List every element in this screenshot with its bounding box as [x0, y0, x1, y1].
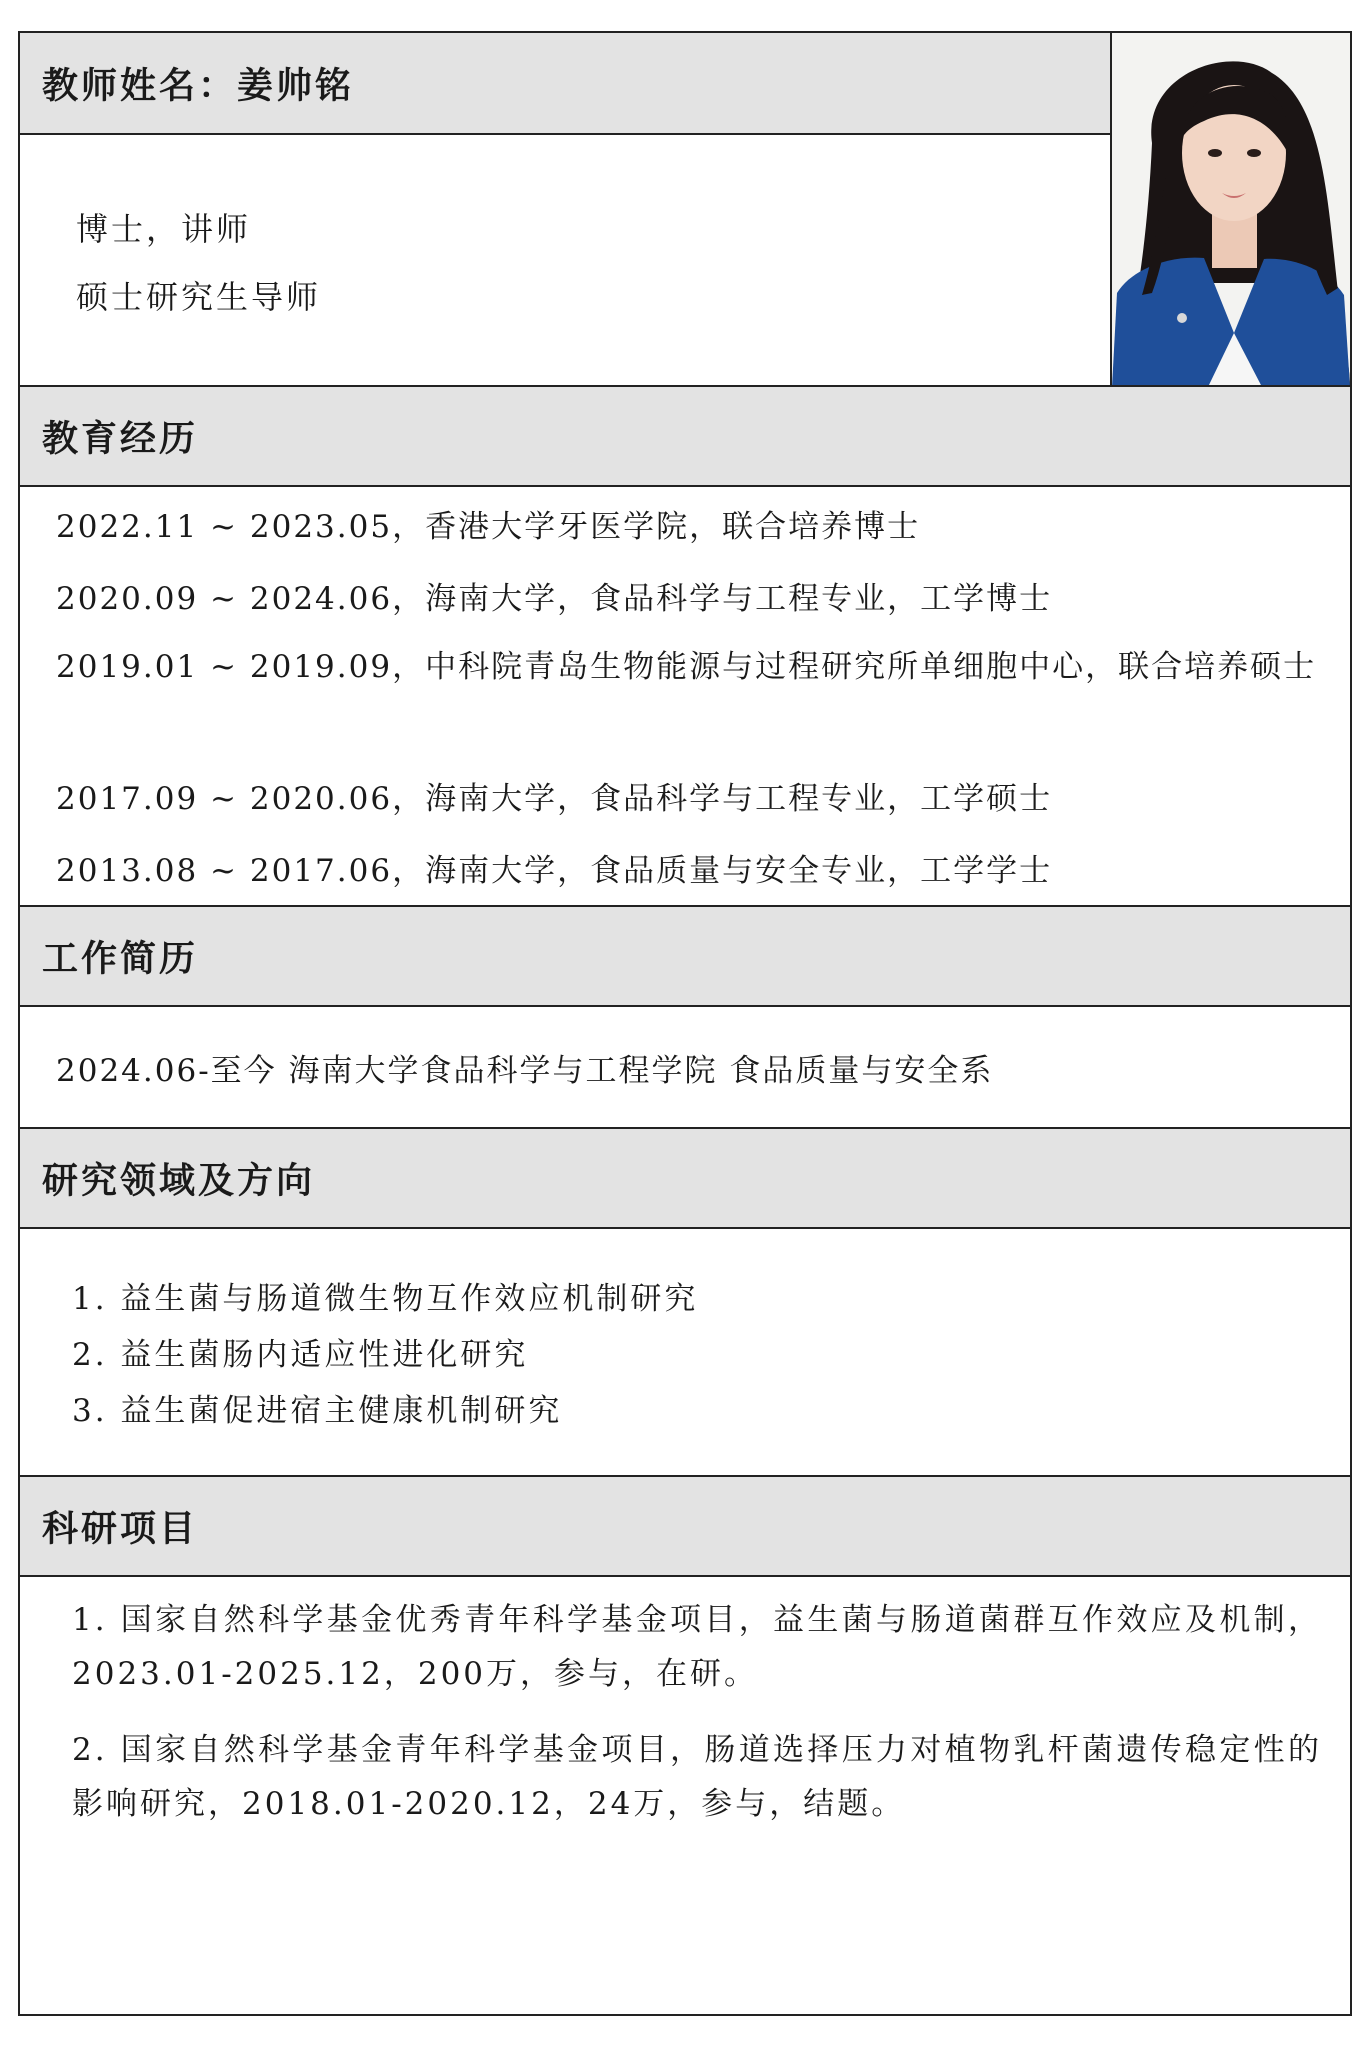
education-entry: 2013.08 ~ 2017.06，海南大学，食品质量与安全专业，工学学士 — [56, 853, 1053, 889]
cv-sheet — [18, 31, 1352, 2016]
projects-header — [20, 1475, 1350, 1577]
projects-body — [20, 1577, 1350, 2017]
projects-heading: 科研项目 — [42, 1507, 199, 1550]
work-header — [20, 905, 1350, 1007]
research-heading: 研究领域及方向 — [42, 1159, 316, 1202]
research-item: 3. 益生菌促进宿主健康机制研究 — [72, 1393, 563, 1429]
education-entry: 2017.09 ~ 2020.06，海南大学，食品科学与工程专业，工学硕士 — [56, 781, 1053, 817]
work-entry: 2024.06-至今 海南大学食品科学与工程学院 食品质量与安全系 — [56, 1053, 994, 1089]
project-item: 1. 国家自然科学基金优秀青年科学基金项目，益生菌与肠道菌群互作效应及机制，2023.01-2025.12，200万，参与，在研。 — [72, 1602, 1322, 1692]
name-bar — [20, 33, 1110, 135]
research-body — [20, 1229, 1350, 1471]
education-body — [20, 487, 1350, 897]
teacher-name: 教师姓名：姜帅铭 — [42, 64, 355, 107]
research-header — [20, 1127, 1350, 1229]
work-body — [20, 1007, 1350, 1127]
education-header — [20, 385, 1350, 487]
title-lines — [76, 195, 321, 331]
education-heading: 教育经历 — [42, 417, 199, 460]
education-entry: 2022.11 ~ 2023.05，香港大学牙医学院，联合培养博士 — [56, 509, 921, 545]
work-heading: 工作简历 — [42, 937, 199, 980]
research-item: 2. 益生菌肠内适应性进化研究 — [72, 1337, 529, 1373]
degree-title: 博士，讲师 — [76, 210, 252, 248]
supervisor-title: 硕士研究生导师 — [76, 278, 322, 316]
project-item: 2. 国家自然科学基金青年科学基金项目，肠道选择压力对植物乳杆菌遗传稳定性的影响研究，2018.01-2020.12，24万，参与，结题。 — [72, 1732, 1322, 1822]
portrait-illustration — [1112, 33, 1350, 387]
education-entry: 2019.01 ~ 2019.09，中科院青岛生物能源与过程研究所单细胞中心，联合培养硕士 — [56, 649, 1317, 685]
research-item: 1. 益生菌与肠道微生物互作效应机制研究 — [72, 1281, 699, 1317]
education-entry: 2020.09 ~ 2024.06，海南大学，食品科学与工程专业，工学博士 — [56, 581, 1053, 617]
portrait-photo — [1112, 33, 1350, 387]
header-block — [20, 33, 1112, 387]
